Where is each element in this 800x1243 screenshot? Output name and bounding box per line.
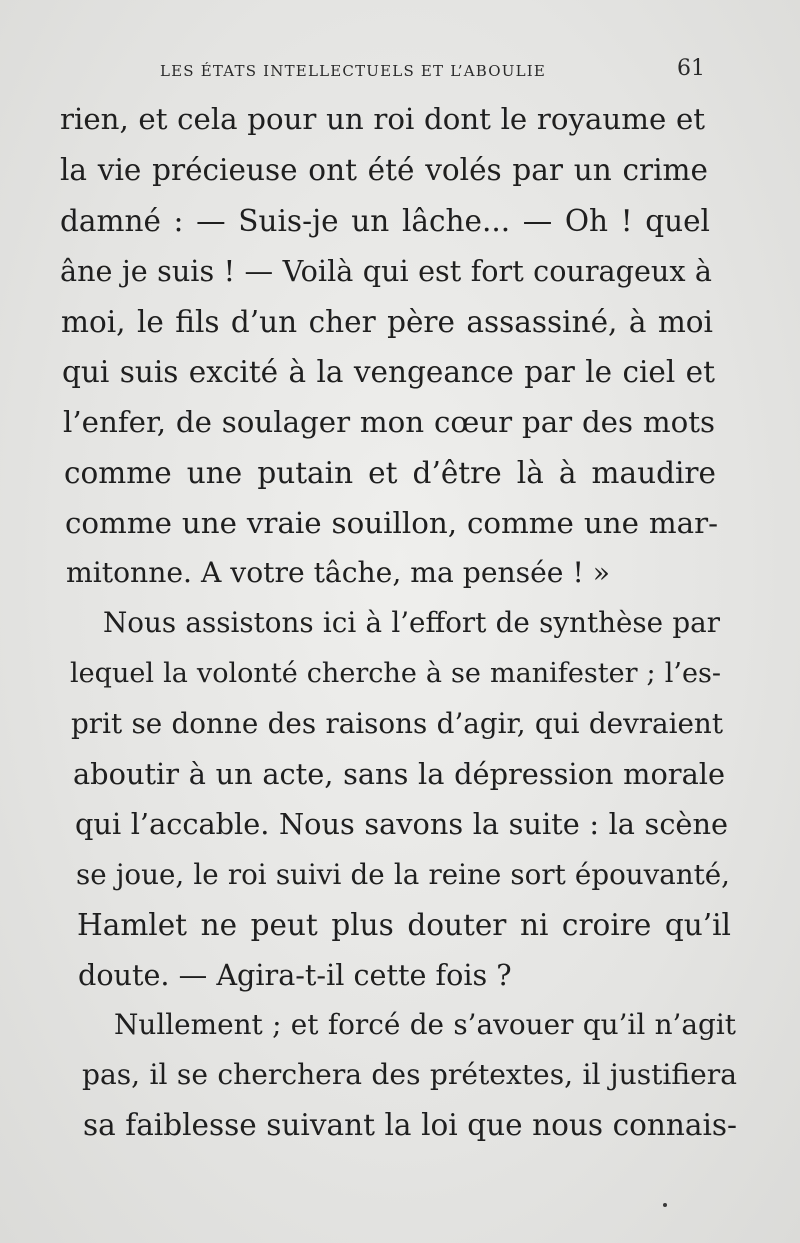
running-head [160,56,705,86]
text-line: lequel la volonté cherche à se manifester ; l’es- [70,658,721,689]
text-line: sa faiblesse suivant la loi que nous connais- [83,1108,737,1142]
text-line: la vie précieuse ont été volés par un crime [60,153,708,187]
text-line: aboutir à un acte, sans la dépression morale [73,757,725,791]
print-speck [663,1203,667,1207]
text-line: moi, le fils d’un cher père assassiné, à moi [61,305,713,339]
text-line: l’enfer, de soulager mon cœur par des mots [63,405,715,439]
text-line: Hamlet ne peut plus douter ni croire qu’il [77,908,731,942]
page-number: 61 [677,56,705,81]
text-line: rien, et cela pour un roi dont le royaume et [60,102,705,136]
text-line: Nullement ; et forcé de s’avouer qu’il n’agit [114,1008,736,1041]
text-line: âne je suis ! — Voilà qui est fort courageux à [60,254,712,288]
text-line: pas, il se cherchera des prétextes, il justifiera [82,1058,737,1091]
text-line: damné : — Suis-je un lâche... — Oh ! quel [60,204,710,238]
text-line: prit se donne des raisons d’agir, qui devraient [71,707,723,740]
running-title: LES ÉTATS INTELLECTUELS ET L’ABOULIE [160,62,547,80]
text-line: Nous assistons ici à l’effort de synthèse par [103,606,720,639]
text-line: comme une putain et d’être là à maudire [64,456,716,490]
text-line: qui l’accable. Nous savons la suite : la scène [75,807,728,841]
text-line: qui suis excité à la vengeance par le ciel et [62,355,715,389]
text-line: se joue, le roi suivi de la reine sort épouvanté, [76,858,730,891]
text-line: mitonne. A votre tâche, ma pensée ! » [66,556,610,589]
text-line: doute. — Agira-t-il cette fois ? [78,958,512,992]
text-line: comme une vraie souillon, comme une mar- [65,506,718,540]
